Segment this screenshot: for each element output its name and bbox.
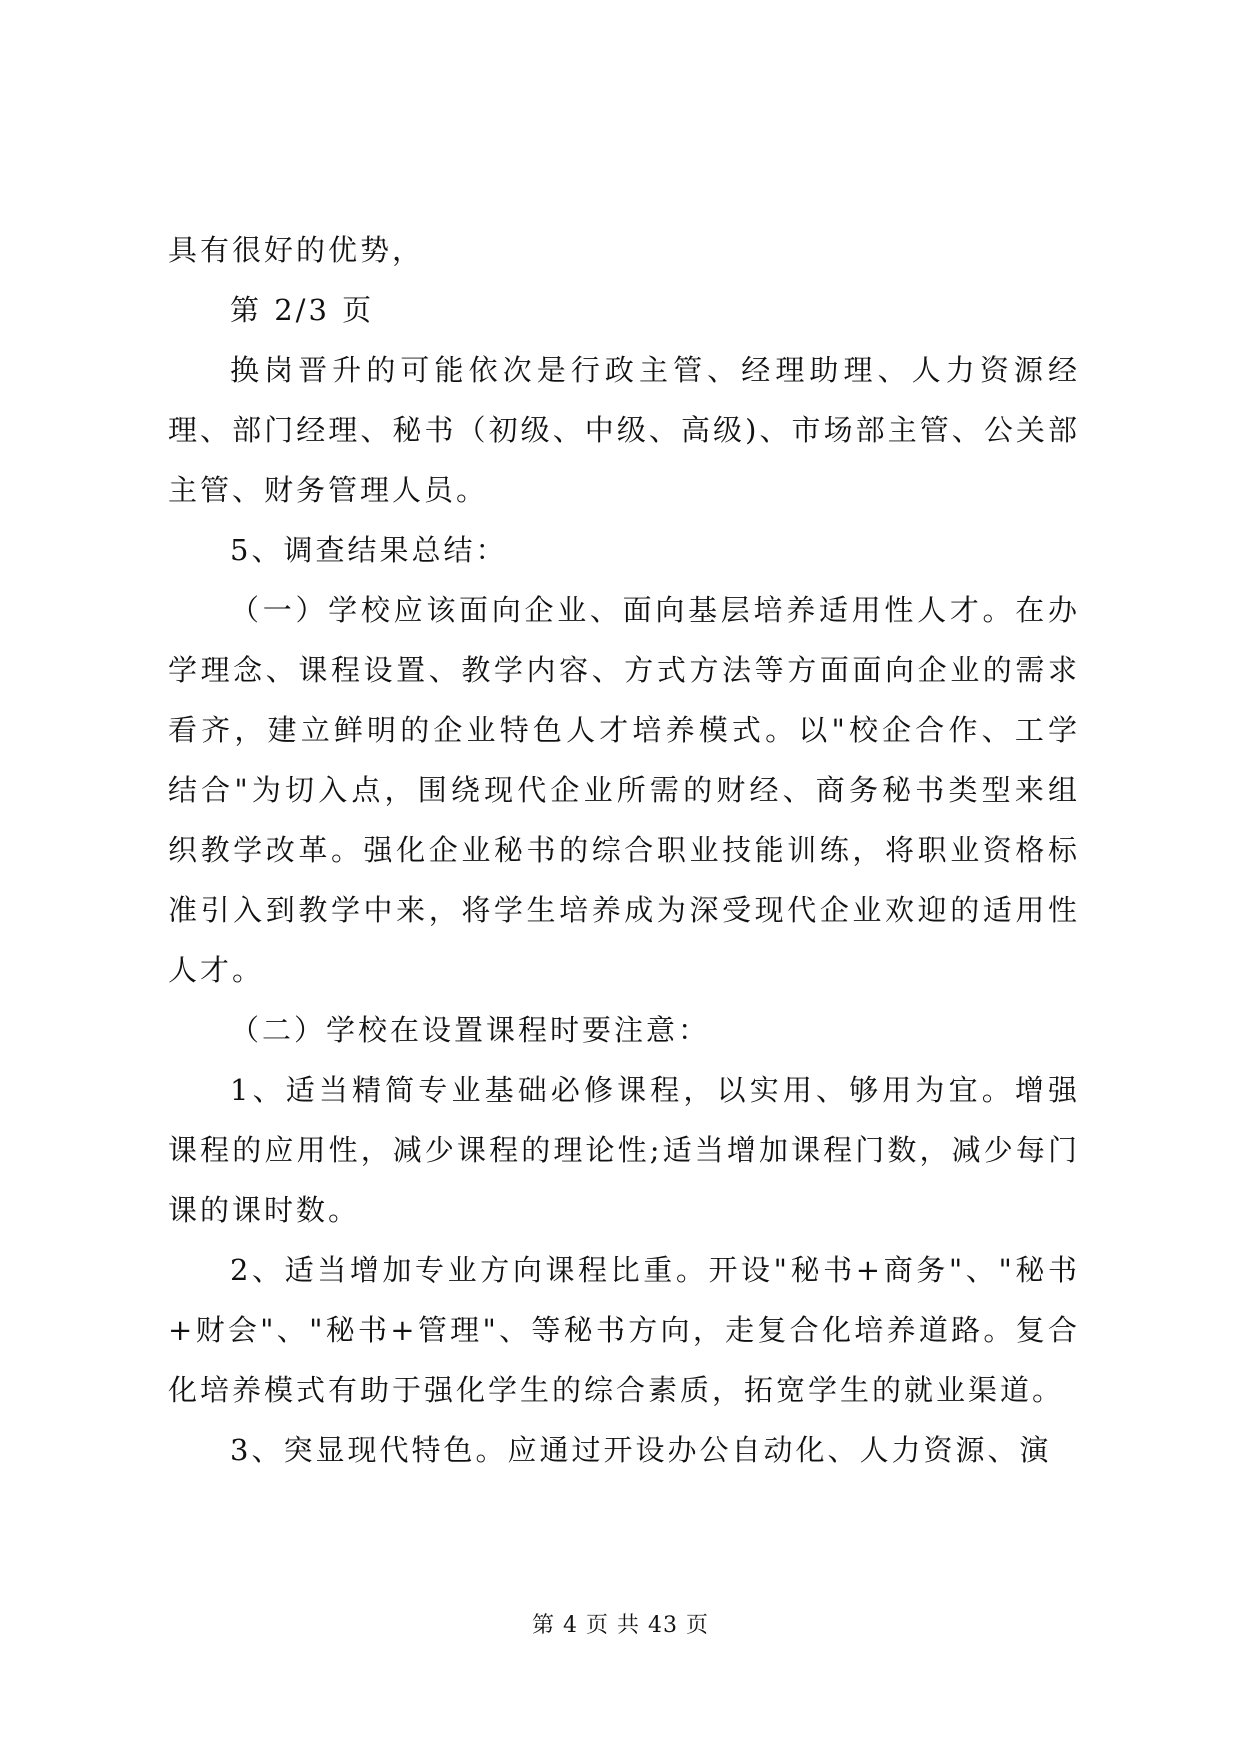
- paragraph-2: 第 2/3 页: [230, 293, 375, 327]
- paragraph-8: 2、适当增加专业方向课程比重。开设"秘书+商务"、"秘书+财会"、"秘书+管理"、等秘书方向，走复合化培养道路。复合化培养模式有助于强化学生的综合素质，拓宽学生的就业渠道。: [168, 1253, 1080, 1407]
- paragraph-9: 3、突显现代特色。应通过开设办公自动化、人力资源、演: [230, 1433, 1052, 1467]
- paragraph-1: 具有很好的优势，: [168, 233, 425, 267]
- paragraph-3: 换岗晋升的可能依次是行政主管、经理助理、人力资源经理、部门经理、秘书（初级、中级、高级)、市场部主管、公关部主管、财务管理人员。: [168, 353, 1080, 507]
- paragraph-5: （一）学校应该面向企业、面向基层培养适用性人才。在办学理念、课程设置、教学内容、方式方法等方面面向企业的需求看齐，建立鲜明的企业特色人才培养模式。以"校企合作、工学结合"为切入点，围绕现代企业所需的财经、商务秘书类型来组织教学改革。强化企业秘书的综合职业技能训练，将职业资格标准引入到教学中来，将学生培养成为深受现代企业欢迎的适用性人才。: [168, 593, 1080, 987]
- paragraph-6: （二）学校在设置课程时要注意：: [230, 1013, 711, 1047]
- page-footer: 第 4 页 共 43 页: [532, 1613, 709, 1638]
- paragraph-7: 1、适当精简专业基础必修课程，以实用、够用为宜。增强课程的应用性，减少课程的理论性;适当增加课程门数，减少每门课的课时数。: [168, 1073, 1080, 1227]
- document-body: [168, 220, 1080, 1480]
- paragraph-4: 5、调查结果总结：: [230, 533, 508, 567]
